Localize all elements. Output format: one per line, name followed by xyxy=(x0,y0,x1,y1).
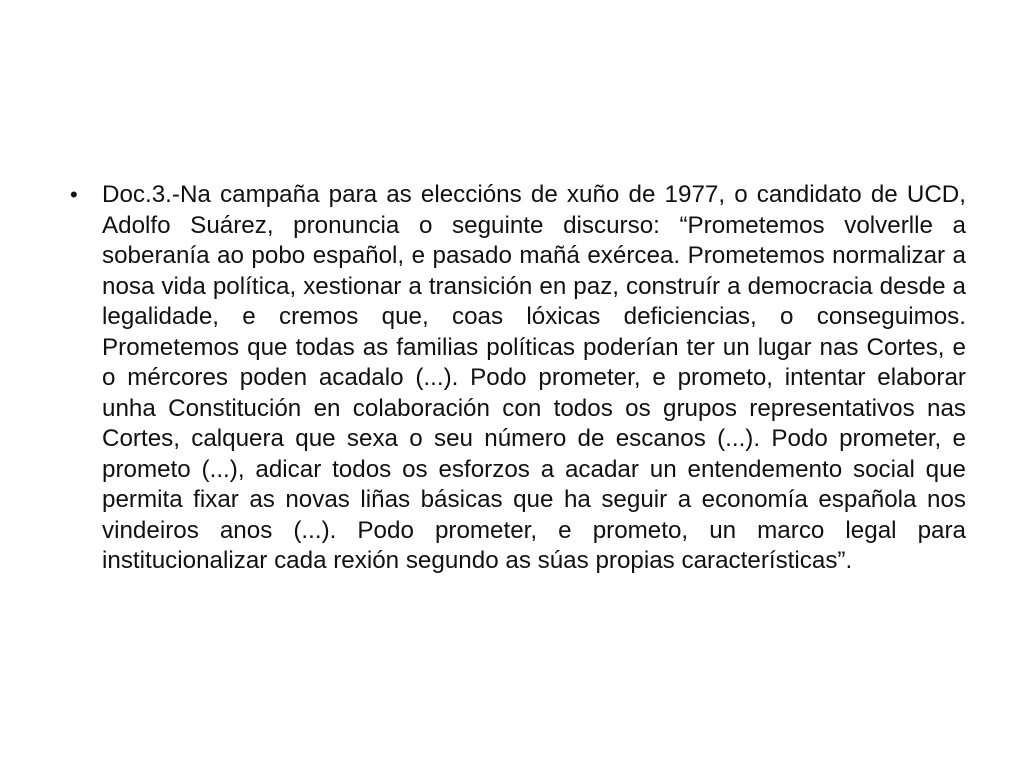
bullet-text: Doc.3.-Na campaña para as eleccións de xuño de 1977, o candidato de UCD, Adolfo Suárez, pronuncia o seguinte discurso: “Prometemos volverlle a soberanía ao pobo español, e pasado mañá exércea. Prometemos normalizar a nosa vida política, xestionar a transición en paz, construír a democracia desde a legalidade, e cremos que, coas lóxicas deficiencias, o conseguimos. Prometemos que todas as familias políticas poderían ter un lugar nas Cortes, e o mércores poden acadalo (...). Podo prometer, e prometo, intentar elaborar unha Constitución en colaboración con todos os grupos representativos nas Cortes, calquera que sexa o seu número de escanos (...). Podo prometer, e prometo (...), adicar todos os esforzos a acadar un entendemento social que permita fixar as novas liñas básicas que ha seguir a economía española nos vindeiros anos (...). Podo prometer, e prometo, un marco legal para institucionalizar cada rexión segundo as súas propias características”. xyxy=(102,181,966,574)
bullet-list xyxy=(62,180,966,577)
bullet-marker: • xyxy=(70,182,78,207)
bullet-item xyxy=(62,180,966,577)
